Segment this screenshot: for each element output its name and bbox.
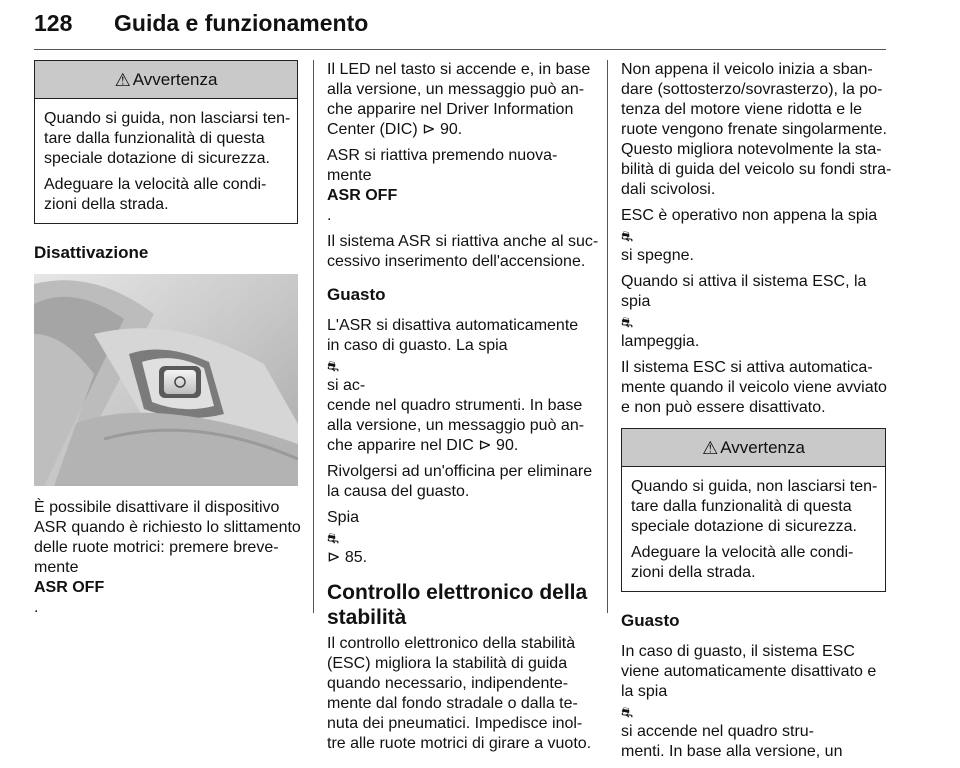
warning-title: Avvertenza <box>132 69 218 89</box>
warning-header <box>35 61 297 99</box>
warning-text: Adeguare la velocità alle condi- zioni della strada. <box>44 176 267 213</box>
warning-text: Quando si guida, non lasciarsi ten- tare dalla funzionalità di questa speciale dotazione di sicurezza. <box>44 110 291 167</box>
warning-box <box>34 60 298 224</box>
page-title: Guida e funzionamento <box>114 10 369 36</box>
column-middle <box>327 60 599 760</box>
body-text: Il sistema ESC si attiva automatica- mente quando il veicolo viene avviato e non può essere disattivato. <box>621 359 887 416</box>
column-divider <box>607 60 608 613</box>
body-text: In caso di guasto, il sistema ESC viene automaticamente disattivato e la spia ⛐ si accende nel quadro stru- menti. In base alla versione, un <box>621 642 886 762</box>
warning-header <box>622 429 885 467</box>
body-text: ESC è operativo non appena la spia ⛐ si spegne. <box>621 206 886 266</box>
section-heading: Guasto <box>327 285 386 304</box>
body-text: Quando si attiva il sistema ESC, la spia ⛐ lampeggia. <box>621 272 886 352</box>
column-right <box>621 60 892 768</box>
header-rule <box>34 49 886 50</box>
section-heading: Guasto <box>621 611 680 630</box>
section-heading: Disattivazione <box>34 243 149 262</box>
body-text: Il sistema ASR si riattiva anche al suc- cessivo inserimento dell'accensione. <box>327 233 599 270</box>
body-text: Il controllo elettronico della stabilità (ESC) migliora la stabilità di guida quando necessario, indipendente- mente dal fondo stradale o dalla te- nuta dei pneumatici. Impedisce inol- tre alle ruote motrici di girare a vuoto. <box>327 635 592 752</box>
body-text: L'ASR si disattiva automaticamente in caso di guasto. La spia ⛐ si ac- cende nel quadro strumenti. In base alla versione, un messaggio può an- che apparire nel DIC ⊳ 90. <box>327 316 593 456</box>
page-number: 128 <box>34 10 73 36</box>
warning-text: Quando si guida, non lasciarsi ten- tare dalla funzionalità di questa speciale dotazione di sicurezza. <box>631 478 878 535</box>
section-title: Controllo elettronico della stabilità <box>327 581 588 629</box>
body-text: Spia ⛐ ⊳ 85. <box>327 508 593 568</box>
column-left <box>34 60 301 624</box>
warning-title: Avvertenza <box>720 437 805 457</box>
warning-triangle-icon: ⚠ <box>702 437 719 458</box>
warning-text: Adeguare la velocità alle condi- zioni della strada. <box>631 544 854 581</box>
skid-car-icon: ⛐ <box>327 358 340 374</box>
body-text: È possibile disattivare il dispositivo ASR quando è richiesto lo slittamento delle ruote motrici: premere breve- mente ASR OFF . <box>34 499 301 616</box>
warning-box <box>621 428 886 592</box>
skid-car-icon: ⛐ <box>621 704 634 720</box>
skid-car-icon: ⛐ <box>621 228 634 244</box>
body-text: Non appena il veicolo inizia a sban- dare (sottosterzo/sovrasterzo), la po- tenza del motore viene ridotta e le ruote vengono frenate singolarmente. Questo migliora notevolmente la sta- bilità di guida del veicolo su fondi stra- dali scivolosi. <box>621 61 892 198</box>
body-text: ASR si riattiva premendo nuova- mente ASR OFF . <box>327 147 558 224</box>
skid-car-icon: ⛐ <box>621 314 634 330</box>
body-text: Il LED nel tasto si accende e, in base alla versione, un messaggio può an- che apparire nel Driver Information Center (DIC) ⊳ 90. <box>327 61 591 138</box>
warning-triangle-icon: ⚠ <box>114 69 131 90</box>
asr-off-button-photo <box>34 274 298 486</box>
column-divider <box>313 60 314 613</box>
skid-car-icon: ⛐ <box>327 530 340 546</box>
body-text: Rivolgersi ad un'officina per eliminare la causa del guasto. <box>327 463 593 500</box>
